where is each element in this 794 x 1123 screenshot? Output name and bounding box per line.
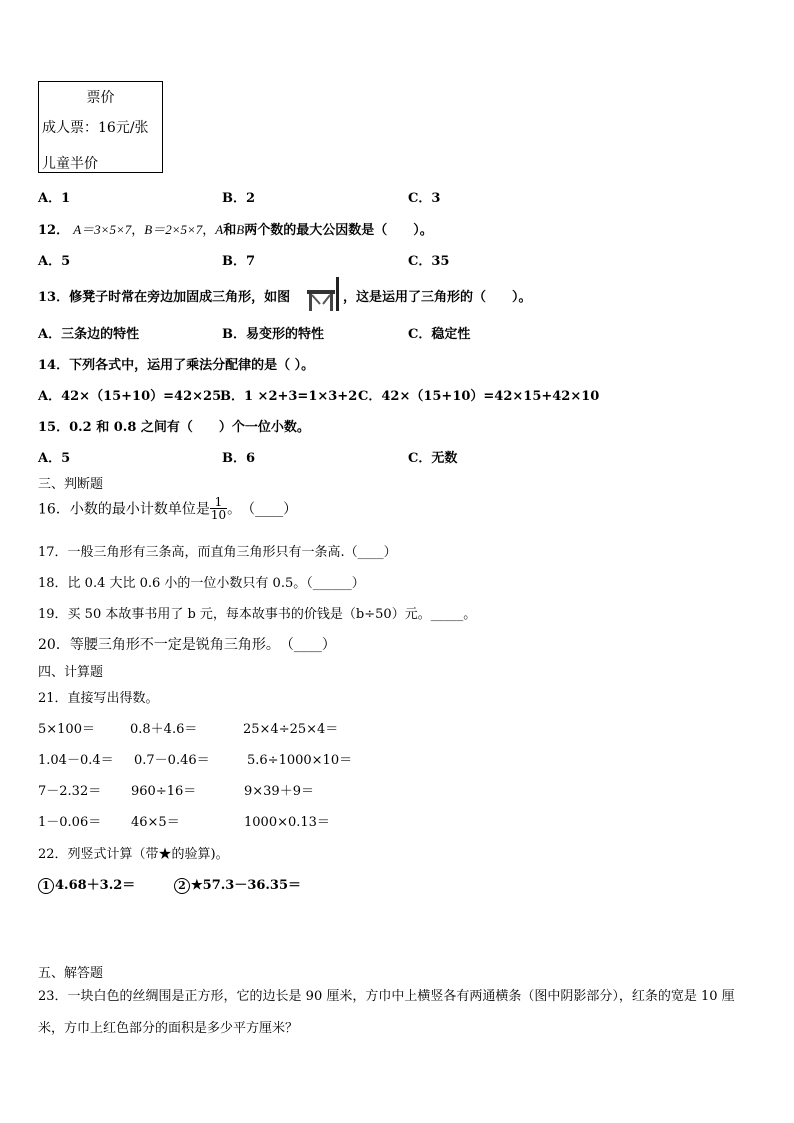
section-3-heading: 三、判断题	[38, 477, 104, 492]
q21-cell: 960÷16＝	[131, 784, 197, 799]
ticket-price-box	[38, 81, 163, 173]
q22-item-1	[38, 874, 135, 894]
q14-option-c: C．42×（15+10）=42×15+42×10	[358, 389, 600, 404]
q12-suffix: 两个数的最大公因数是（ ）。	[244, 223, 433, 238]
question-19: 19．买 50 本故事书用了 b 元，每本故事书的价钱是（b÷50）元。_____。	[38, 607, 477, 622]
question-14: 14．下列各式中，运用了乘法分配律的是（ ）。	[38, 358, 315, 373]
q13-option-c: C．稳定性	[408, 327, 471, 342]
q11-option-a: A．1	[38, 191, 71, 206]
q13-option-b: B．易变形的特性	[222, 327, 324, 342]
q12-option-b: B．7	[222, 254, 256, 269]
question-23: 23．一块白色的丝绸围是正方形，它的边长是 90 厘米，方巾中上横竖各有两通横条（图中阴影部分），红条的宽是 10 厘米，方巾上红色部分的面积是多少平方厘米？	[38, 989, 735, 1036]
question-12	[38, 219, 433, 238]
q12-separator-1: ，	[131, 223, 145, 238]
q16-text: 16．小数的最小计数单位是	[38, 501, 210, 518]
question-21-title: 21．直接写出得数。	[38, 691, 159, 706]
q21-cell: 5.6÷1000×10＝	[247, 753, 353, 768]
q16-fraction-denominator: 10	[210, 508, 227, 522]
q22-item-1-expression: 4.68＋3.2＝	[55, 878, 136, 893]
ticket-adult-price: 成人票：16元/张	[42, 120, 149, 136]
q14-option-a: A．42×（15+10）=42×25	[38, 389, 222, 404]
q15-option-b: B．6	[222, 451, 256, 466]
q12-b-var: B	[236, 222, 245, 237]
q12-a-equation: A＝3×5×7	[73, 222, 132, 237]
section-4-heading: 四、计算题	[38, 665, 104, 680]
q11-option-c: C．3	[408, 191, 441, 206]
q21-cell: 1－0.06＝	[38, 815, 102, 830]
q11-option-b: B．2	[222, 191, 256, 206]
q22-item-2	[174, 874, 301, 894]
question-20: 20．等腰三角形不一定是锐角三角形。 （____）	[38, 637, 336, 653]
q21-cell: 0.7－0.46＝	[134, 753, 210, 768]
q21-cell: 9×39＋9＝	[244, 784, 314, 799]
q12-b-equation: B＝2×5×7	[144, 222, 203, 237]
q21-cell: 1000×0.13＝	[244, 815, 330, 830]
q22-item-2-marker: 2	[174, 878, 190, 894]
question-16	[38, 496, 297, 521]
q13-text-before: 13．修凳子时常在旁边加固成三角形，如图	[38, 290, 291, 305]
q14-option-b: B．1 ×2+3=1×3+2	[220, 389, 358, 404]
q21-cell: 0.8＋4.6＝	[130, 722, 198, 737]
q12-option-a: A．5	[38, 254, 71, 269]
q16-fraction-numerator: 1	[210, 496, 227, 509]
q21-cell: 46×5＝	[131, 815, 180, 830]
question-22-title: 22．列竖式计算（带★的验算)。	[38, 847, 229, 862]
q16-fraction	[210, 496, 227, 521]
q12-separator-2: ，	[202, 223, 216, 238]
q15-option-c: C．无数	[408, 451, 458, 466]
ticket-box-title: 票价	[86, 90, 115, 106]
q22-item-1-marker: 1	[38, 878, 54, 894]
q21-cell: 1.04－0.4＝	[38, 753, 114, 768]
q12-number: 12．	[38, 223, 70, 238]
q16-tail: 。 （____）	[227, 501, 298, 518]
q12-and: 和	[223, 223, 237, 238]
q13-text-after: ，这是运用了三角形的（ ）。	[343, 290, 532, 305]
q21-cell: 5×100＝	[38, 722, 95, 737]
question-18: 18．比 0.4 大比 0.6 小的一位小数只有 0.5。（______）	[38, 576, 365, 591]
section-5-heading: 五、解答题	[38, 966, 104, 981]
ticket-child-price: 儿童半价	[42, 156, 98, 172]
question-15: 15．0.2 和 0.8 之间有（ ）个一位小数。	[38, 420, 310, 435]
q21-cell: 7－2.32＝	[38, 784, 102, 799]
q12-a-var: A	[215, 222, 224, 237]
q12-option-c: C．35	[408, 254, 450, 269]
q15-option-a: A．5	[38, 451, 71, 466]
q22-item-2-expression: ★57.3－36.35＝	[191, 878, 302, 893]
q21-cell: 25×4÷25×4＝	[243, 722, 339, 737]
stool-image	[306, 276, 342, 312]
question-17: 17．一般三角形有三条高，而直角三角形只有一条高.（____）	[38, 545, 397, 560]
q13-option-a: A．三条边的特性	[38, 327, 140, 342]
